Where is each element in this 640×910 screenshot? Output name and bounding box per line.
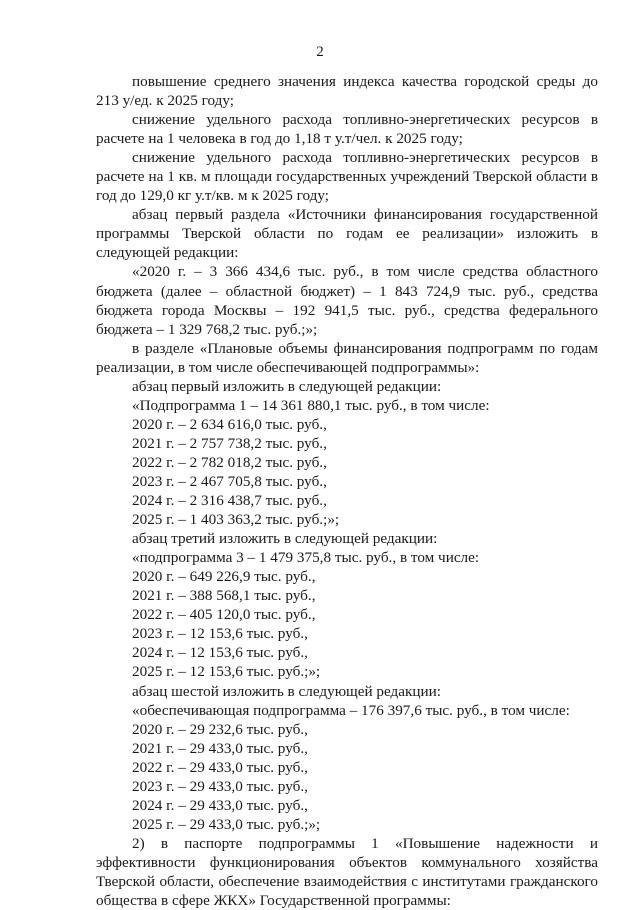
paragraph-urban-quality-index: повышение среднего значения индекса качества городской среды до 213 у/ед. к 2025 году; — [96, 73, 598, 110]
line-subprogram-1-total: «Подпрограмма 1 – 14 361 880,1 тыс. руб., в том числе: — [132, 396, 490, 414]
line-subprogram-3-total: «подпрограмма 3 – 1 479 375,8 тыс. руб., в том числе: — [132, 549, 480, 567]
page-number: 2 — [316, 44, 324, 60]
paragraph-energy-per-person: снижение удельного расхода топливно-энергетических ресурсов в расчете на 1 человека в год до 1,18 т у.т/чел. к 2025 году; — [96, 111, 598, 148]
paragraph-subprogram-1-passport: 2) в паспорте подпрограммы 1 «Повышение надежности и эффективности функционирования объектов коммунального хозяйства Тверской области, обеспечение взаимодействия с институтами гражданского общества в сфере ЖКХ» Государственной программы: — [96, 834, 598, 910]
line-subprogram-1-2020: 2020 г. – 2 634 616,0 тыс. руб., — [132, 415, 327, 433]
line-subprogram-1-2024: 2024 г. – 2 316 438,7 тыс. руб., — [132, 492, 327, 510]
line-subprogram-3-2023: 2023 г. – 12 153,6 тыс. руб., — [132, 625, 308, 643]
line-support-subprogram-2021: 2021 г. – 29 433,0 тыс. руб., — [132, 739, 308, 757]
line-support-subprogram-total: «обеспечивающая подпрограмма – 176 397,6 тыс. руб., в том числе: — [132, 701, 570, 719]
line-support-subprogram-2023: 2023 г. – 29 433,0 тыс. руб., — [132, 777, 308, 795]
paragraph-planned-volumes-section: в разделе «Плановые объемы финансирования подпрограмм по годам реализации, в том числе обеспечивающей подпрограммы»: — [96, 339, 598, 376]
paragraph-funding-2020: «2020 г. – 3 366 434,6 тыс. руб., в том числе средства областного бюджета (далее – областной бюджет) – 1 843 724,9 тыс. руб., средства бюджета города Москвы – 192 941,5 тыс. руб., средства федерального бюджета – 1 329 768,2 тыс. руб.;»; — [96, 263, 598, 338]
line-subprogram-1-2023: 2023 г. – 2 467 705,8 тыс. руб., — [132, 472, 327, 490]
document-body — [96, 72, 598, 910]
line-subprogram-3-2022: 2022 г. – 405 120,0 тыс. руб., — [132, 606, 316, 624]
line-third-paragraph-instruction: абзац третий изложить в следующей редакции: — [132, 530, 438, 548]
line-subprogram-3-2021: 2021 г. – 388 568,1 тыс. руб., — [132, 587, 316, 605]
line-support-subprogram-2025: 2025 г. – 29 433,0 тыс. руб.;»; — [132, 815, 321, 833]
line-sixth-paragraph-instruction: абзац шестой изложить в следующей редакции: — [132, 682, 441, 700]
line-subprogram-1-2025: 2025 г. – 1 403 363,2 тыс. руб.;»; — [132, 511, 340, 529]
paragraph-funding-sources-section: абзац первый раздела «Источники финансирования государственной программы Тверской области по годам ее реализации» изложить в следующей редакции: — [96, 206, 598, 262]
line-subprogram-3-2020: 2020 г. – 649 226,9 тыс. руб., — [132, 568, 316, 586]
line-support-subprogram-2022: 2022 г. – 29 433,0 тыс. руб., — [132, 758, 308, 776]
line-subprogram-3-2025: 2025 г. – 12 153,6 тыс. руб.;»; — [132, 663, 321, 681]
line-first-paragraph-instruction: абзац первый изложить в следующей редакции: — [132, 377, 442, 395]
line-support-subprogram-2024: 2024 г. – 29 433,0 тыс. руб., — [132, 796, 308, 814]
line-support-subprogram-2020: 2020 г. – 29 232,6 тыс. руб., — [132, 720, 308, 738]
line-subprogram-1-2022: 2022 г. – 2 782 018,2 тыс. руб., — [132, 453, 327, 471]
paragraph-energy-per-sqm: снижение удельного расхода топливно-энергетических ресурсов в расчете на 1 кв. м площади государственных учреждений Тверской области в год до 129,0 кг у.т/кв. м к 2025 году; — [96, 149, 598, 205]
line-subprogram-3-2024: 2024 г. – 12 153,6 тыс. руб., — [132, 644, 308, 662]
line-subprogram-1-2021: 2021 г. – 2 757 738,2 тыс. руб., — [132, 434, 327, 452]
